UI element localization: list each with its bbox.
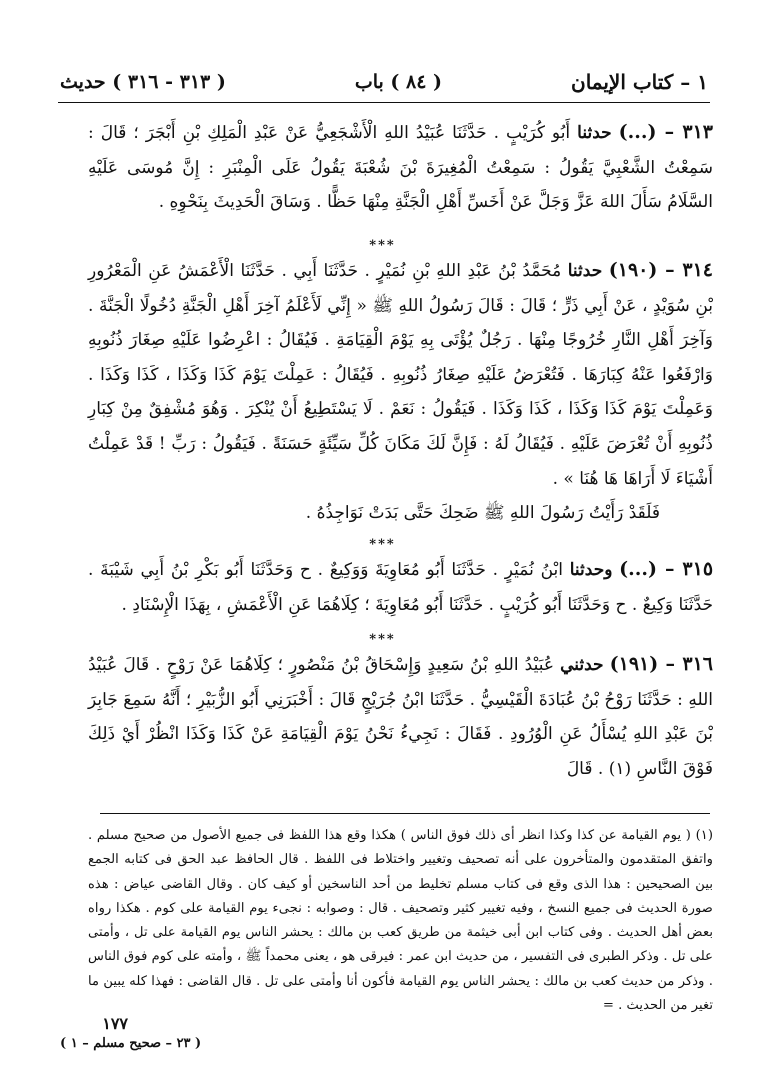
section-separator: *** — [369, 537, 396, 552]
hadith-text: أَبُو كُرَيْبٍ . حَدَّثَنَا عُبَيْدُ اللهِ الْأَشْجَعِيُّ عَنْ عَبْدِ الْمَلِكِ بْنِ أَبْجَرَ ؛ قَالَ : سَمِعْتُ الشَّعْبِيَّ يَقُولُ : سَمِعْتُ الْمُغِيرَةَ بْنَ شُعْبَةَ يَقُولُ عَلَى الْمِنْبَرِ : إِنَّ مُوسَى عَلَيْهِ السَّلَامُ سَأَلَ اللهَ عَزَّ وَجَلَّ عَنْ أَخَسِّ أَهْلِ الْجَنَّةِ مِنْهَا حَظًّا . وَسَاقَ الْحَدِيثَ بِنَحْوِهِ . — [88, 123, 713, 213]
hadith-315 — [88, 552, 713, 622]
hadith-314 — [88, 253, 713, 496]
hadith-314-closing — [140, 496, 660, 531]
narration-tag: حدثنا — [577, 123, 612, 143]
hadith-313 — [88, 115, 713, 220]
hadith-number: ٣١٥ – (...) — [619, 558, 714, 580]
hadith-text: مُحَمَّدُ بْنُ عَبْدِ اللهِ بْنِ نُمَيْرٍ . حَدَّثَنَا أَبِي . حَدَّثَنَا الْأَعْمَشُ عَنِ الْمَعْرُورِ بْنِ سُوَيْدٍ ، عَنْ أَبِي ذَرٍّ ؛ قَالَ : قَالَ رَسُولُ اللهِ ﷺ « إِنِّي لَأَعْلَمُ آخِرَ أَهْلِ الْجَنَّةِ دُخُولًا الْجَنَّةَ . وَآخِرَ أَهْلِ النَّارِ خُرُوجًا مِنْهَا . رَجُلٌ يُؤْتَى بِهِ يَوْمَ الْقِيَامَةِ . فَيُقَالُ : اعْرِضُوا عَلَيْهِ صِغَارَ ذُنُوبِهِ وَارْفَعُوا عَنْهُ كِبَارَهَا . فَتُعْرَضُ عَلَيْهِ صِغَارُ ذُنُوبِهِ . فَيُقَالُ : عَمِلْتَ يَوْمَ كَذَا وَكَذَا ، كَذَا وَكَذَا . وَعَمِلْتَ يَوْمَ كَذَا وَكَذَا ، كَذَا وَكَذَا . فَيَقُولُ : نَعَمْ . لَا يَسْتَطِيعُ أَنْ يُنْكِرَ . وَهُوَ مُشْفِقٌ مِنْ كِبَارِ ذُنُوبِهِ أَنْ تُعْرَضَ عَلَيْهِ . فَيُقَالُ لَهُ : فَإِنَّ لَكَ مَكَانَ كُلِّ سَيِّئَةٍ حَسَنَةً . فَيَقُولُ : رَبِّ ! قَدْ عَمِلْتُ أَشْيَاءَ لَا أَرَاهَا هَا هُنَا » . — [88, 261, 713, 489]
hadith-range: ( ٣١٣ - ٣١٦ ) حديث — [60, 71, 226, 93]
header-rule — [58, 102, 710, 103]
narration-tag: حدثني — [560, 655, 604, 675]
printer-signature: ( ٢٣ – صحيح مسلم – ١ ) — [60, 1036, 202, 1051]
hadith-316 — [88, 647, 713, 786]
hadith-number: ٣١٣ – (...) — [618, 121, 713, 143]
hadith-closing-text: فَلَقَدْ رَأَيْتُ رَسُولَ اللهِ ﷺ ضَحِكَ حَتَّى بَدَتْ نَوَاجِذُهُ . — [305, 503, 660, 523]
running-header — [60, 62, 708, 102]
chapter-title: ١ – كتاب الإيمان — [571, 70, 708, 94]
narration-tag: وحدثنا — [569, 560, 613, 580]
section-separator: *** — [369, 238, 396, 253]
hadith-text: عُبَيْدُ اللهِ بْنُ سَعِيدٍ وَإِسْحَاقُ بْنُ مَنْصُورٍ ؛ كِلَاهُمَا عَنْ رَوْحٍ . قَالَ عُبَيْدُ اللهِ : حَدَّثَنَا رَوْحُ بْنُ عُبَادَةَ الْقَيْسِيُّ . حَدَّثَنَا ابْنُ جُرَيْجٍ قَالَ : أَخْبَرَنِي أَبُو الزُّبَيْرِ ؛ أَنَّهُ سَمِعَ جَابِرَ بْنَ عَبْدِ اللهِ يُسْأَلُ عَنِ الْوُرُودِ . فَقَالَ : نَجِيءُ نَحْنُ يَوْمَ الْقِيَامَةِ عَنْ كَذَا وَكَذَا انْظُرْ أَيْ ذَلِكَ فَوْقَ النَّاسِ (١) . قَالَ — [88, 655, 713, 779]
narration-tag: حدثنا — [567, 261, 603, 281]
bab-number: ( ٨٤ ) باب — [354, 71, 443, 93]
page-number: ١٧٧ — [102, 1014, 128, 1033]
section-separator: *** — [369, 632, 396, 647]
hadith-number: ٣١٦ – (١٩١) — [609, 653, 713, 675]
hadith-text: ابْنُ نُمَيْرٍ . حَدَّثَنَا أَبُو مُعَاوِيَةَ وَوَكِيعٌ . ح وَحَدَّثَنَا أَبُو بَكْرِ بْنُ أَبِي شَيْبَةَ . حَدَّثَنَا وَكِيعٌ . ح وَحَدَّثَنَا أَبُو كُرَيْبٍ . حَدَّثَنَا أَبُو مُعَاوِيَةَ ؛ كِلَاهُمَا عَنِ الْأَعْمَشِ ، بِهَذَا الْإِسْنَادِ . — [88, 560, 713, 615]
hadith-number: ٣١٤ – (١٩٠) — [608, 259, 713, 281]
footnote: (١) ( يوم القيامة عن كذا وكذا انظر أى ذلك فوق الناس ) هكذا وقع هذا اللفظ فى جميع الأصول من صحيح مسلم . واتفق المتقدمون والمتأخرون على أنه تصحيف وتغيير واختلاط فى اللفظ . قال الحافظ عبد الحق فى كتابه الجمع بين الصحيحين : هذا الذى وقع فى كتاب مسلم تخليط من أحد الناسخين أو كيف كان . وقال القاضى عياض : هذه صورة الحديث فى جميع النسخ ، وفيه تغيير كثير وتصحيف . قال : وصوابه : نجىء يوم القيامة على كوم . هكذا رواه بعض أهل الحديث . وفى كتاب ابن أبى خيثمة من طريق كعب بن مالك : يحشر الناس يوم القيامة على تل ، وأمتى على تل . وذكر الطبرى فى التفسير ، من حديث ابن عمر : فيرقى هو ، يعنى محمداً ﷺ ، وأمته على كوم فوق الناس . وذكر من حديث كعب بن مالك : يحشر الناس يوم القيامة فأكون أنا وأمتى على تل . قال القاضى : فهذا كله يبين ما تغير من الحديث . = — [88, 828, 713, 1014]
footnote-divider — [100, 813, 710, 814]
